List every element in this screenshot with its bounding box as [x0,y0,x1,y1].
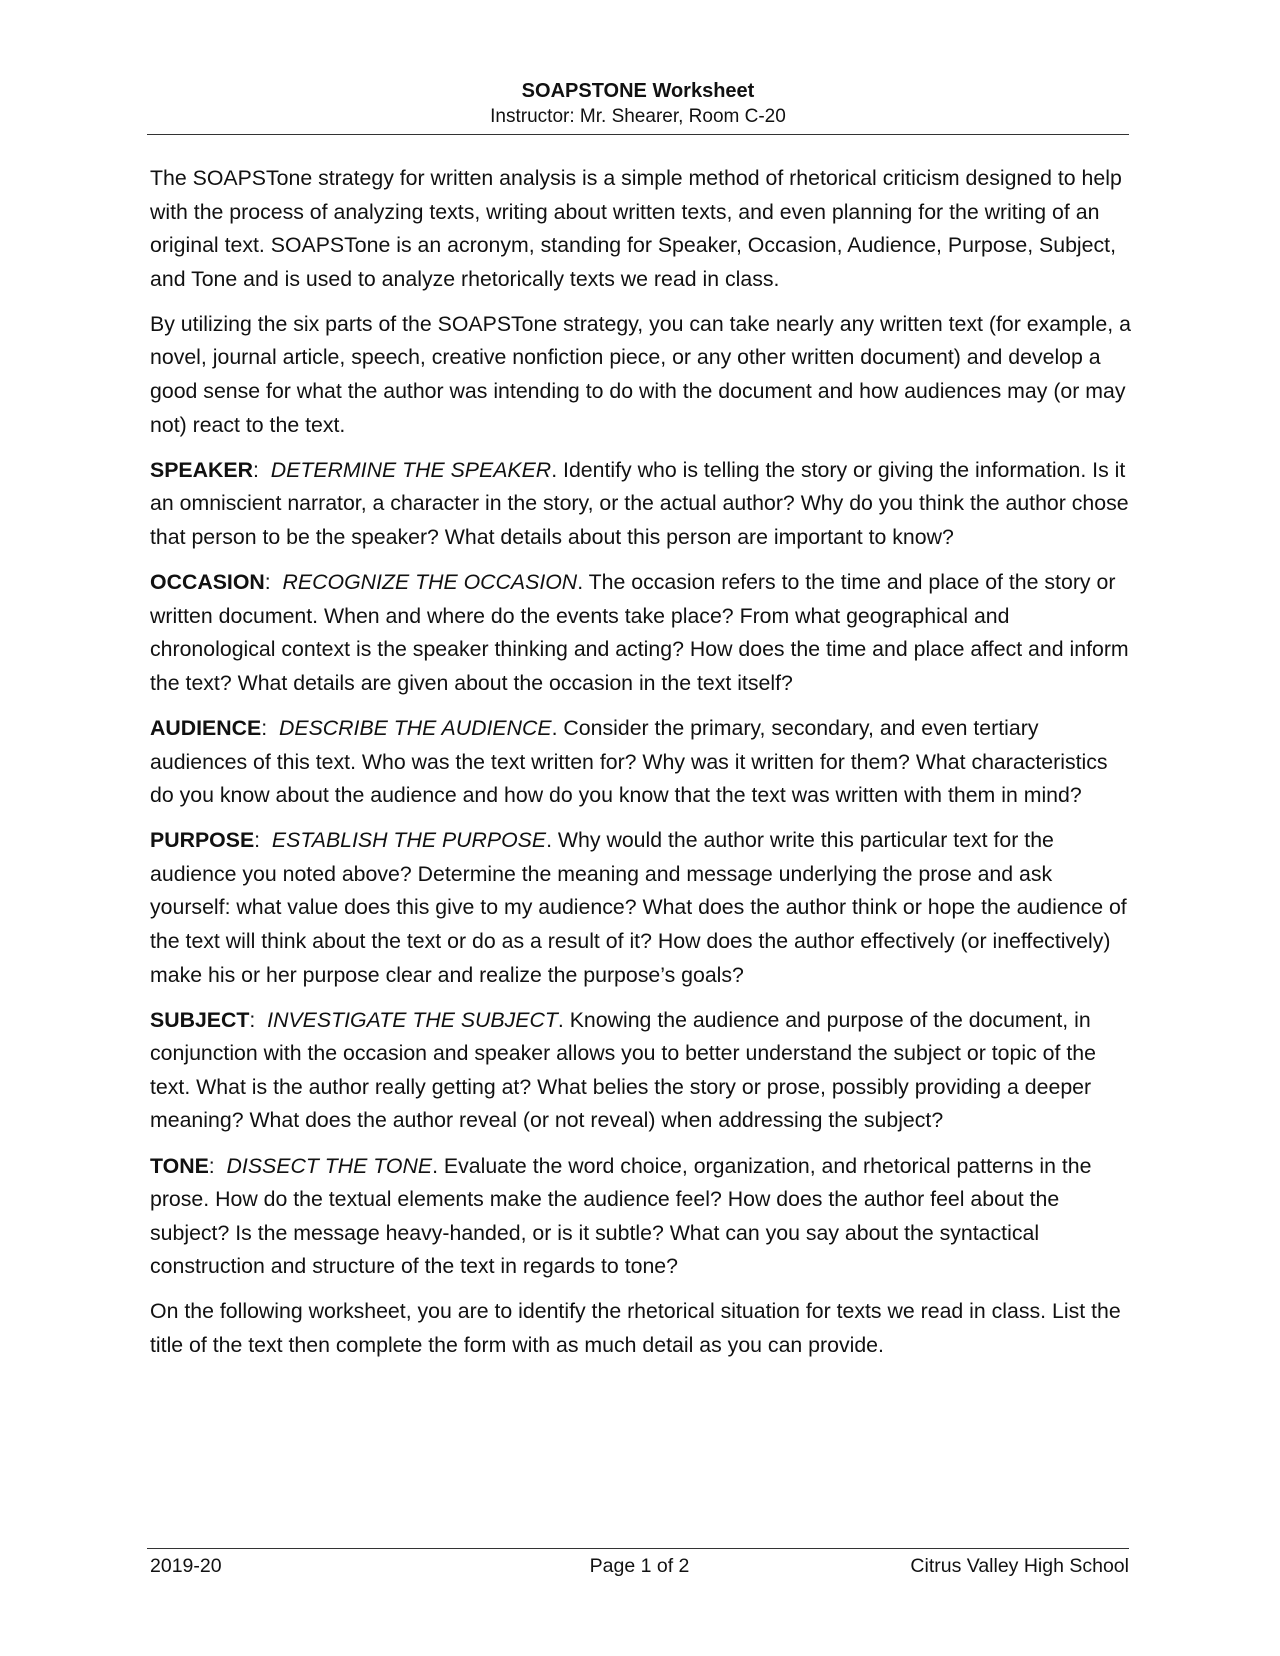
section-term: SPEAKER [150,457,253,482]
footer-school-name: Citrus Valley High School [910,1555,1129,1577]
document-footer [150,1553,1129,1579]
document-header [147,78,1129,130]
intro-paragraph-2: By utilizing the six parts of the SOAPSTone strategy, you can take nearly any written text (for example, a novel, journal article, speech, creative nonfiction piece, or any other written document) and develop a good sense for what the author was intending to do with the document and how audiences may (or may not) react to the text. [150,311,1131,437]
section-text: . Why would the author write this particular text for the audience you noted above? Determine the meaning and message underlying the prose and ask yourself: what value does this give to my audience? What does the author think or hope the audience of the text will think about the text or do as a result of it? How does the author effectively (or ineffectively) make his or her purpose clear and realize the purpose’s goals? [150,828,1127,987]
section-tone [150,1150,1135,1284]
document-subtitle: Instructor: Mr. Shearer, Room C-20 [490,106,786,127]
section-audience [150,712,1135,813]
section-term: TONE [150,1153,209,1178]
header-divider [147,134,1129,135]
section-term: SUBJECT [150,1007,250,1032]
document-body [150,162,1135,1374]
section-term: AUDIENCE [150,715,262,740]
section-directive: RECOGNIZE THE OCCASION [282,570,578,595]
term-separator: : [208,1153,215,1178]
term-separator: : [252,457,259,482]
section-occasion [150,566,1135,700]
section-subject [150,1004,1135,1138]
section-speaker [150,454,1135,555]
term-separator: : [249,1007,256,1032]
section-text: . Evaluate the word choice, organization, and rhetorical patterns in the prose. How do the textual elements make the audience feel? How does the author feel about the subject? Is the message heavy-handed, or is it subtle? What can you say about the syntactical construction and structure of the text in regards to tone? [150,1153,1092,1279]
section-directive: DISSECT THE TONE [226,1153,433,1178]
section-purpose [150,824,1135,992]
footer-divider [147,1548,1129,1549]
footer-page-number: Page 1 of 2 [589,1555,690,1577]
document-title: SOAPSTONE Worksheet [521,80,755,102]
closing-paragraph: On the following worksheet, you are to identify the rhetorical situation for texts we read in class. List the title of the text then complete the form with as much detail as you can provide. [150,1299,1121,1357]
section-text: . Knowing the audience and purpose of the document, in conjunction with the occasion and speaker allows you to better understand the subject or topic of the text. What is the author really getting at? What belies the story or prose, possibly providing a deeper meaning? What does the author reveal (or not reveal) when addressing the subject? [150,1007,1096,1133]
section-term: PURPOSE [150,828,255,853]
intro-paragraph-1: The SOAPSTone strategy for written analysis is a simple method of rhetorical criticism designed to help with the process of analyzing texts, writing about written texts, and even planning for the writing of an original text. SOAPSTone is an acronym, standing for Speaker, Occasion, Audience, Purpose, Subject, and Tone and is used to analyze rhetorically texts we read in class. [150,166,1122,291]
term-separator: : [264,570,271,595]
section-text: . The occasion refers to the time and place of the story or written document. When and where do the events take place? From what geographical and chronological context is the speaker thinking and acting? How does the time and place affect and inform the text? What details are given about the occasion in the text itself? [150,570,1129,695]
section-directive: ESTABLISH THE PURPOSE [271,828,547,853]
section-term: OCCASION [150,570,265,595]
section-text: . Identify who is telling the story or giving the information. Is it an omniscient narrator, a character in the story, or the actual author? Why do you think the author chose that person to be the speaker? What details about this person are important to know? [150,457,1129,549]
term-separator: : [254,828,261,853]
section-directive: DETERMINE THE SPEAKER [270,457,552,482]
term-separator: : [261,715,268,740]
footer-school-year: 2019-20 [150,1555,222,1577]
section-directive: DESCRIBE THE AUDIENCE [279,715,552,740]
section-text: . Consider the primary, secondary, and even tertiary audiences of this text. Who was the text written for? Why was it written for them? What characteristics do you know about the audience and how do you know that the text was written with them in mind? [150,715,1108,808]
section-directive: INVESTIGATE THE SUBJECT [267,1007,558,1032]
